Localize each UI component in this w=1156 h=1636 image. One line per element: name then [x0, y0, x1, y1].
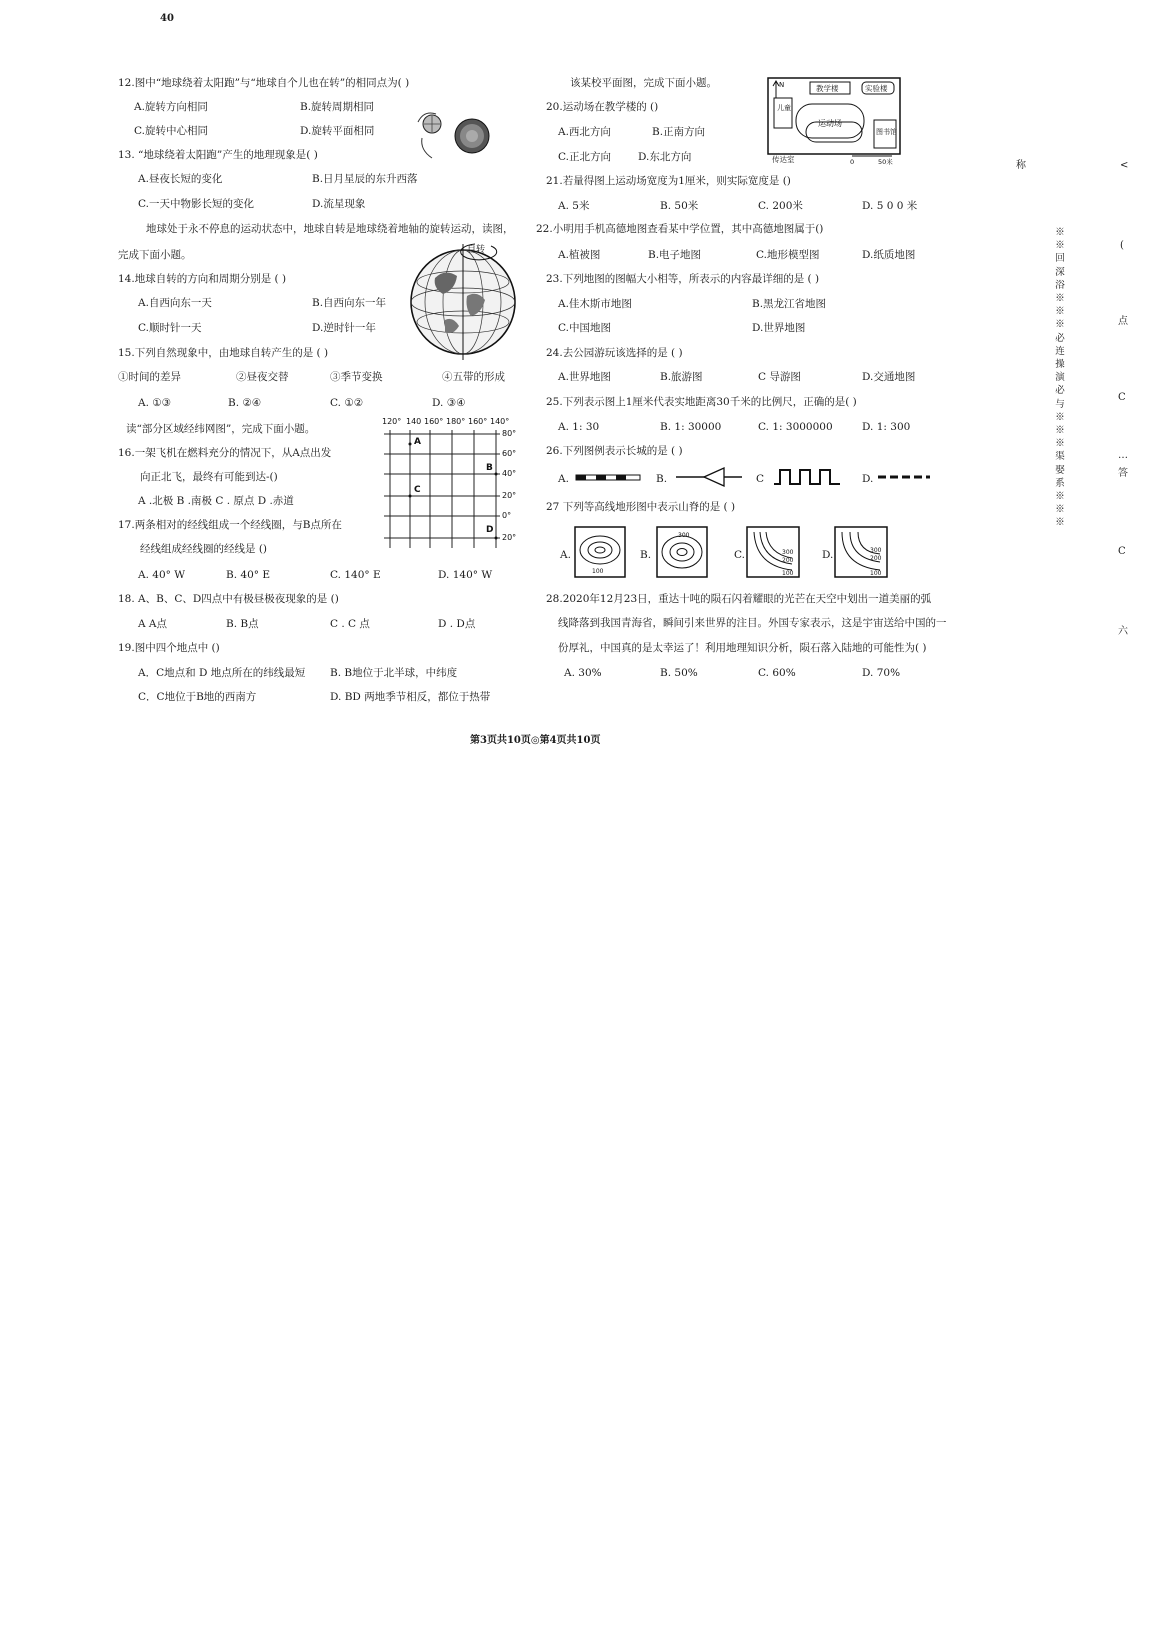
q15-option-c: C. ①②	[330, 397, 364, 409]
margin-text-name: 称	[1016, 160, 1026, 171]
margin-mark: <	[1120, 160, 1129, 171]
q18-option-b: B. B点	[226, 618, 259, 630]
contour-b-figure	[656, 526, 708, 578]
earth-sun-figure	[410, 104, 490, 164]
lon-label: 120°	[382, 417, 402, 426]
q21-option-d: D. 5 0 0 米	[862, 200, 918, 212]
q17-stem-cont: 经线组成经线圈的经线是 ()	[140, 543, 268, 555]
margin-mark: …	[1118, 450, 1128, 461]
q20-option-b: B.正南方向	[652, 126, 706, 138]
margin-mark: (	[1120, 240, 1124, 251]
lat-label: 60°	[502, 449, 517, 458]
q18-stem: 18. A、B、C、D四点中有极昼极夜现象的是 ()	[118, 593, 339, 605]
q19-option-a: A．C地点和 D 地点所在的纬线最短	[138, 667, 306, 679]
q16-stem-cont: 向正北飞，最终有可能到达-()	[140, 471, 278, 483]
q25-stem: 25.下列表示图上1厘米代表实地距离30千米的比例尺，正确的是( )	[546, 396, 857, 408]
q19-option-c: C．C地位于B地的西南方	[138, 691, 257, 703]
legend-c-great-wall-icon	[772, 466, 844, 488]
q15-item-3: ③季节变换	[330, 371, 383, 383]
q28-option-d: D. 70%	[862, 667, 901, 679]
school-plan-figure	[766, 76, 906, 166]
q20-stem: 20.运动场在教学楼的 ()	[546, 101, 659, 113]
scale-fifty: 50米	[878, 158, 893, 166]
q19-option-b: B. B地位于北半球，中纬度	[330, 667, 458, 679]
guard-room: 传达室	[772, 155, 795, 164]
intro-grid: 读“部分区域经纬网图”，完成下面小题。	[126, 423, 316, 435]
q28-line1: 28.2020年12月23日，重达十吨的陨石闪着耀眼的光芒在天空中划出一道美丽的弧	[546, 593, 932, 605]
q14-option-c: C.顺时针一天	[138, 322, 202, 334]
q21-stem: 21.若量得图上运动场宽度为1厘米，则实际宽度是 ()	[546, 175, 791, 187]
q27-option-c: C.	[734, 549, 745, 561]
q21-option-a: A. 5米	[558, 200, 590, 212]
q27-option-a: A.	[560, 549, 571, 561]
lon-label: 180°	[446, 417, 466, 426]
q24-option-b: B.旅游图	[660, 371, 703, 383]
q15-item-1: ①时间的差异	[118, 371, 181, 383]
lat-label: 80°	[502, 429, 517, 438]
q15-option-b: B. ②④	[228, 397, 262, 409]
q27-option-b: B.	[640, 549, 652, 561]
grid-point-c: C	[414, 485, 421, 495]
q12-option-a: A.旋转方向相同	[134, 101, 208, 113]
grid-point-d: D	[486, 525, 494, 535]
q18-option-a: A A点	[138, 618, 168, 630]
lat-label: 0°	[502, 511, 512, 520]
q24-option-a: A.世界地图	[558, 371, 611, 383]
intro-rotation-cont: 完成下面小题。	[118, 249, 192, 261]
q23-option-c: C.中国地图	[558, 322, 611, 334]
q15-item-4: ④五带的形成	[442, 371, 505, 383]
q23-option-b: B.黑龙江省地图	[752, 298, 827, 310]
q22-option-c: C.地形模型图	[756, 249, 820, 261]
q13-option-d: D.流星现象	[312, 198, 366, 210]
margin-mark: 六	[1118, 626, 1128, 637]
contour-d-figure	[834, 526, 888, 578]
q18-option-d: D . D点	[438, 618, 476, 630]
q19-option-d: D. BD 两地季节相反，都位于热带	[330, 691, 491, 703]
contour-label: 100	[870, 570, 882, 577]
q25-option-c: C. 1: 3000000	[758, 421, 833, 433]
q14-stem: 14.地球自转的方向和周期分别是 ( )	[118, 273, 287, 285]
q20-option-a: A.西北方向	[558, 126, 611, 138]
q26-option-a: A.	[558, 473, 569, 485]
page-number: 40	[160, 13, 174, 24]
q23-option-d: D.世界地图	[752, 322, 806, 334]
q12-stem: 12.图中“地球绕着太阳跑”与“地球自个儿也在转”的相同点为( )	[118, 77, 410, 89]
q13-stem: 13. “地球绕着太阳跑”产生的地理现象是( )	[118, 149, 318, 161]
contour-label: 300	[870, 547, 882, 554]
contour-c-figure	[746, 526, 800, 578]
q12-option-d: D.旋转平面相同	[300, 125, 375, 137]
margin-mark: 点	[1118, 316, 1128, 327]
q24-option-d: D.交通地图	[862, 371, 916, 383]
lon-label: 160°	[424, 417, 444, 426]
q21-option-b: B. 50米	[660, 200, 699, 212]
binding-margin-column: ※※回深浴※※※必连操演必与※※※渠娶系※※※	[1055, 227, 1065, 529]
library-building: 图书馆	[876, 128, 897, 136]
q17-option-a: A. 40° W	[138, 569, 185, 581]
globe-label-top: 自转	[467, 245, 486, 255]
contour-a-figure	[574, 526, 626, 578]
q26-option-d: D.	[862, 473, 874, 485]
q26-option-b: B.	[656, 473, 668, 485]
q28-option-c: C. 60%	[758, 667, 796, 679]
lat-label: 40°	[502, 469, 517, 478]
q16-options: A .北极 B .南极 C . 原点 D .赤道	[138, 495, 294, 507]
contour-label: 200	[870, 555, 882, 562]
q20-option-d: D.东北方向	[638, 151, 692, 163]
intro-school: 该某校平面图，完成下面小题。	[570, 77, 717, 89]
q13-option-a: A.昼夜长短的变化	[138, 173, 223, 185]
q22-option-d: D.纸质地图	[862, 249, 916, 261]
q15-stem: 15.下列自然现象中，由地球自转产生的是 ( )	[118, 347, 329, 359]
q14-option-b: B.自西向东一年	[312, 297, 387, 309]
contour-label: 100	[782, 570, 794, 577]
margin-mark: 答	[1118, 468, 1128, 479]
grid-point-a: A	[414, 437, 421, 447]
page-footer: 第3页共10页◎第4页共10页	[470, 735, 601, 746]
q16-stem: 16.一架飞机在燃料充分的情况下，从A点出发	[118, 447, 332, 459]
lat-label: 20°	[502, 491, 517, 500]
q28-option-a: A. 30%	[564, 667, 602, 679]
q18-option-c: C . C 点	[330, 618, 370, 630]
q22-option-a: A.植被图	[558, 249, 601, 261]
lon-label: 140	[406, 417, 422, 426]
q15-option-a: A. ①③	[138, 397, 172, 409]
q23-option-a: A.佳木斯市地图	[558, 298, 632, 310]
contour-label: 200	[782, 557, 794, 564]
lon-label: 140°	[490, 417, 510, 426]
q13-option-b: B.日月星辰的东升西落	[312, 173, 418, 185]
q14-option-d: D.逆时针一年	[312, 322, 376, 334]
margin-mark: C	[1118, 546, 1126, 557]
lat-label: 20°	[502, 533, 517, 542]
q23-stem: 23.下列地图的图幅大小相等，所表示的内容最详细的是 ( )	[546, 273, 820, 285]
legend-b-arrow-icon	[674, 466, 744, 488]
q28-option-b: B. 50%	[660, 667, 698, 679]
lat-long-grid-figure	[380, 414, 530, 554]
q17-option-d: D. 140° W	[438, 569, 493, 581]
q25-option-b: B. 1: 30000	[660, 421, 722, 433]
q21-option-c: C. 200米	[758, 200, 803, 212]
q28-line3: 份厚礼，中国真的是太幸运了！利用地理知识分析，陨石落入陆地的可能性为( )	[558, 642, 927, 654]
q27-option-d: D.	[822, 549, 834, 561]
q25-option-a: A. 1: 30	[558, 421, 600, 433]
q17-option-c: C. 140° E	[330, 569, 381, 581]
q27-stem: 27 下列等高线地形图中表示山脊的是 ( )	[546, 501, 736, 513]
q24-option-c: C 导游图	[758, 371, 801, 383]
q12-option-b: B.旋转周期相同	[300, 101, 375, 113]
lon-label: 160°	[468, 417, 488, 426]
q14-option-a: A.自西向东一天	[138, 297, 212, 309]
q26-stem: 26.下列图例表示长城的是 ( )	[546, 445, 683, 457]
contour-label: 300	[678, 532, 690, 539]
grid-point-b: B	[486, 463, 493, 473]
contour-label: 100	[592, 568, 604, 575]
kids-area: 儿童	[777, 104, 791, 112]
q17-stem: 17.两条相对的经线组成一个经线圈，与B点所在	[118, 519, 342, 531]
intro-rotation: 地球处于永不停息的运动状态中，地球自转是地球绕着地轴的旋转运动，读图，	[146, 223, 514, 235]
q19-stem: 19.图中四个地点中 ()	[118, 642, 220, 654]
q25-option-d: D. 1: 300	[862, 421, 911, 433]
q13-option-c: C.一天中物影长短的变化	[138, 198, 254, 210]
q26-option-c: C	[756, 473, 765, 485]
q24-stem: 24.去公园游玩该选择的是 ( )	[546, 347, 683, 359]
contour-label: 300	[782, 549, 794, 556]
q12-option-c: C.旋转中心相同	[134, 125, 208, 137]
scale-zero: 0	[850, 158, 855, 166]
q15-item-2: ②昼夜交替	[236, 371, 289, 383]
lab-building: 实验楼	[865, 84, 888, 93]
globe-figure	[405, 238, 525, 360]
q22-option-b: B.电子地图	[648, 249, 702, 261]
margin-mark: C	[1118, 392, 1126, 403]
q20-option-c: C.正北方向	[558, 151, 611, 163]
q28-line2: 线降落到我国青海省，瞬间引来世界的注目。外国专家表示，这是宇宙送给中国的一	[558, 617, 947, 629]
teaching-building: 教学楼	[816, 84, 839, 93]
sports-field: 运动场	[818, 119, 842, 128]
north-arrow-label: N	[779, 81, 785, 89]
q17-option-b: B. 40° E	[226, 569, 271, 581]
legend-d-dashed-line-icon	[876, 470, 932, 484]
legend-a-railway-icon	[574, 470, 644, 486]
q22-stem: 22.小明用手机高德地图查看某中学位置，其中高德地图属于()	[536, 223, 824, 235]
q15-option-d: D. ③④	[432, 397, 466, 409]
